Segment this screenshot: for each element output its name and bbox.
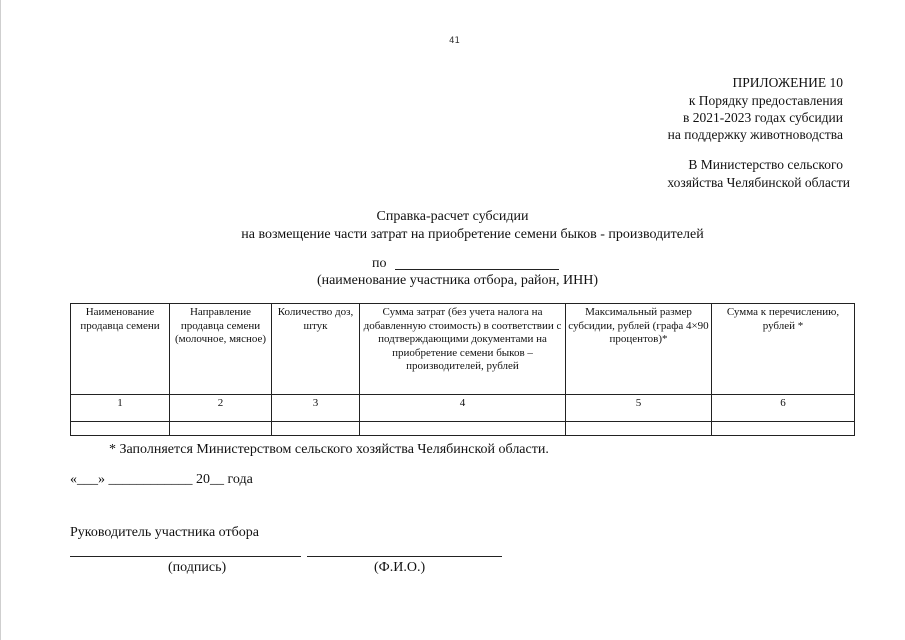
- appendix-line: в 2021-2023 годах субсидии: [683, 110, 843, 125]
- column-number: 1: [71, 395, 170, 422]
- header-cell: Сумма к перечислению, рублей *: [712, 304, 855, 395]
- name-caption: (Ф.И.О.): [374, 560, 426, 575]
- header-cell: Количество доз, штук: [272, 304, 360, 395]
- column-number: 6: [712, 395, 855, 422]
- document-subtitle: на возмещение части затрат на приобретение семени быков - производителей: [241, 227, 704, 242]
- footnote: * Заполняется Министерством сельского хозяйства Челябинской области.: [109, 442, 549, 457]
- subsidy-table: [70, 303, 855, 436]
- header-cell: Сумма затрат (без учета налога на добавленную стоимость) в соответствии с подтверждающими документами на приобретение семени быков – производителей, рублей: [360, 304, 566, 395]
- header-cell: Максимальный размер субсидии, рублей (графа 4×90 процентов)*: [566, 304, 712, 395]
- addressee-line: хозяйства Челябинской области: [667, 175, 850, 190]
- name-blank-line: [307, 556, 502, 557]
- participant-blank-line: [395, 269, 559, 270]
- page-number: 41: [449, 36, 460, 46]
- page-edge-line: [0, 0, 1, 640]
- signature-label: Руководитель участника отбора: [70, 525, 259, 540]
- by-label: по: [372, 256, 387, 271]
- table-number-row: [71, 395, 855, 422]
- appendix-line: к Порядку предоставления: [688, 93, 843, 108]
- document-title: Справка-расчет субсидии: [376, 209, 529, 224]
- column-number: 3: [272, 395, 360, 422]
- table-header-row: [71, 304, 855, 395]
- table-cell[interactable]: [360, 422, 566, 436]
- header-cell: Наименование продавца семени: [71, 304, 170, 395]
- column-number: 4: [360, 395, 566, 422]
- table-cell[interactable]: [170, 422, 272, 436]
- addressee-line: В Министерство сельского: [688, 157, 843, 172]
- table-cell[interactable]: [272, 422, 360, 436]
- date-line: «___» ____________ 20__ года: [70, 472, 253, 487]
- table-cell[interactable]: [566, 422, 712, 436]
- signature-blank-line: [70, 556, 301, 557]
- table-data-row: [71, 422, 855, 436]
- signature-caption: (подпись): [168, 560, 227, 575]
- appendix-title: ПРИЛОЖЕНИЕ 10: [732, 75, 843, 90]
- header-cell: Направление продавца семени (молочное, мясное): [170, 304, 272, 395]
- table-cell[interactable]: [71, 422, 170, 436]
- table-cell[interactable]: [712, 422, 855, 436]
- appendix-line: на поддержку животноводства: [667, 127, 843, 142]
- column-number: 2: [170, 395, 272, 422]
- column-number: 5: [566, 395, 712, 422]
- participant-caption: (наименование участника отбора, район, ИНН): [316, 273, 599, 288]
